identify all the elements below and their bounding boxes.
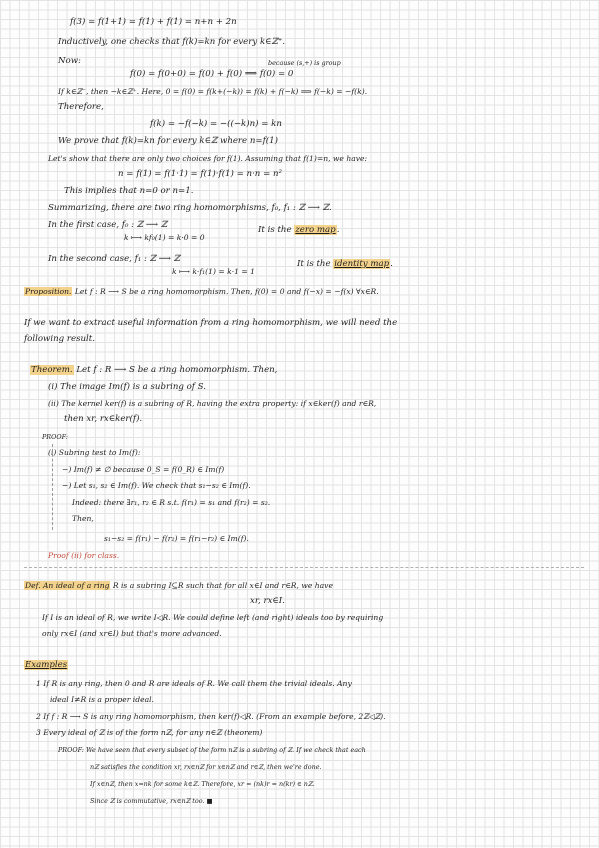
- theorem-heading: Theorem. Let f : R ⟶ S be a ring homomorphism. Then,: [31, 365, 278, 375]
- text-line: k ⟼ k·f₁(1) = k·1 = 1: [172, 267, 256, 276]
- annotation: because (s,+) is group: [268, 59, 341, 67]
- text-line: n = f(1) = f(1·1) = f(1)·f(1) = n·n = n²: [118, 169, 282, 179]
- proof-bracket: [52, 444, 54, 530]
- text-line: We prove that f(k)=kn for every k∈ℤ where n=f(1): [58, 136, 278, 146]
- text-line: If k∈ℤ⁻, then −k∈ℤ⁺. Here, 0 = f(0) = f(k+(−k)) = f(k) + f(−k) ⟹ f(−k) = −f(k).: [58, 87, 368, 96]
- text-line: If x∈nℤ, then x=nk for some k∈ℤ. Therefore, xr = (nk)r = n(kr) ∈ nℤ.: [90, 780, 315, 788]
- text-line: PROOF: We have seen that every subset of the form nℤ is a subring of ℤ. If we check that each: [58, 746, 366, 754]
- proof-label: PROOF:: [42, 433, 68, 441]
- highlighted-term: zero map: [295, 225, 336, 235]
- text-line: Therefore,: [58, 102, 104, 112]
- text-line: s₁−s₂ = f(r₁) − f(r₂) = f(r₁−r₂) ∈ Im(f).: [104, 534, 249, 543]
- example-item: 2 If f : R ⟶ S is any ring homomorphism, then ker(f)◁R. (From an example before, 2ℤ◁ℤ).: [36, 712, 386, 721]
- text-line: (ii) The kernel ker(f) is a subring of R, having the extra property: if x∈ker(f) and r∈R,: [48, 399, 377, 408]
- text-line: Since ℤ is commutative, rx∈nℤ too. ■: [90, 797, 213, 805]
- proof-note: Proof (ii) for class.: [48, 551, 120, 560]
- text-line: −) Let s₁, s₂ ∈ Im(f). We check that s₁−s₂ ∈ Im(f).: [62, 481, 251, 490]
- text-line: −) Im(f) ≠ ∅ because 0_S = f(0_R) ∈ Im(f): [62, 465, 225, 474]
- text-line: only rx∈I (and xr∈I) but that's more advanced.: [42, 629, 222, 638]
- example-item: 3 Every ideal of ℤ is of the form nℤ, for any n∈ℤ (theorem): [36, 728, 263, 737]
- text-line: f(3) = f(1+1) = f(1) + f(1) = n+n + 2n: [70, 17, 237, 27]
- proposition: Proposition. Let f : R ⟶ S be a ring homomorphism. Then, f(0) = 0 and f(−x) = −f(x) ∀x∈R.: [25, 287, 379, 296]
- text-line: Let's show that there are only two choices for f(1). Assuming that f(1)=n, we have:: [48, 154, 368, 163]
- section-divider: [24, 567, 584, 568]
- text-line: (i) Subring test to Im(f):: [48, 448, 141, 457]
- text-line: In the first case, f₀ : ℤ ⟶ ℤ: [48, 220, 168, 230]
- text-line: Now:: [58, 56, 81, 66]
- text-line: nℤ satisfies the condition xr, rx∈nℤ for x∈nℤ and r∈ℤ, then we're done.: [90, 763, 322, 771]
- text-line: ideal I≠R is a proper ideal.: [50, 695, 154, 704]
- text-line: (i) The image Im(f) is a subring of S.: [48, 382, 206, 392]
- text-line: xr, rx∈I.: [250, 596, 285, 606]
- text-line: In the second case, f₁ : ℤ ⟶ ℤ: [48, 254, 180, 264]
- text-line: k ⟼ kf₀(1) = k·0 = 0: [124, 233, 205, 242]
- example-item: 1 If R is any ring, then 0 and R are ideals of R. We call them the trivial ideals. Any: [36, 679, 352, 688]
- text-line: It is the zero map.: [258, 225, 340, 235]
- text-line: f(0) = f(0+0) = f(0) + f(0) ⟹ f(0) = 0: [130, 69, 294, 79]
- text-line: Summarizing, there are two ring homomorphisms, f₀, f₁ : ℤ ⟶ ℤ.: [48, 203, 332, 213]
- highlighted-term: Def. An ideal of a ring: [25, 581, 110, 590]
- text-line: If I is an ideal of R, we write I◁R. We could define left (and right) ideals too by requiring: [42, 613, 384, 622]
- text-line: following result.: [24, 334, 95, 344]
- text-line: This implies that n=0 or n=1.: [64, 186, 194, 196]
- definition: Def. An ideal of a ring R is a subring I⊆R such that for all x∈I and r∈R, we have: [25, 581, 333, 590]
- text-line: It is the identity map.: [297, 259, 393, 269]
- text-line: f(k) = −f(−k) = −((−k)n) = kn: [150, 119, 282, 129]
- text-line: Indeed: there ∃r₁, r₂ ∈ R s.t. f(r₁) = s₁ and f(r₂) = s₂.: [72, 498, 271, 507]
- highlighted-term: Theorem.: [31, 365, 73, 375]
- highlighted-term: identity map: [334, 259, 390, 269]
- text-line: If we want to extract useful information from a ring homomorphism, we will need the: [24, 318, 398, 328]
- text-line: then xr, rx∈ker(f).: [64, 414, 143, 424]
- text-line: Then,: [72, 514, 94, 523]
- highlighted-term: Proposition.: [25, 287, 72, 296]
- text-line: Inductively, one checks that f(k)=kn for every k∈ℤ⁺.: [58, 37, 286, 47]
- examples-heading: Examples: [25, 660, 68, 670]
